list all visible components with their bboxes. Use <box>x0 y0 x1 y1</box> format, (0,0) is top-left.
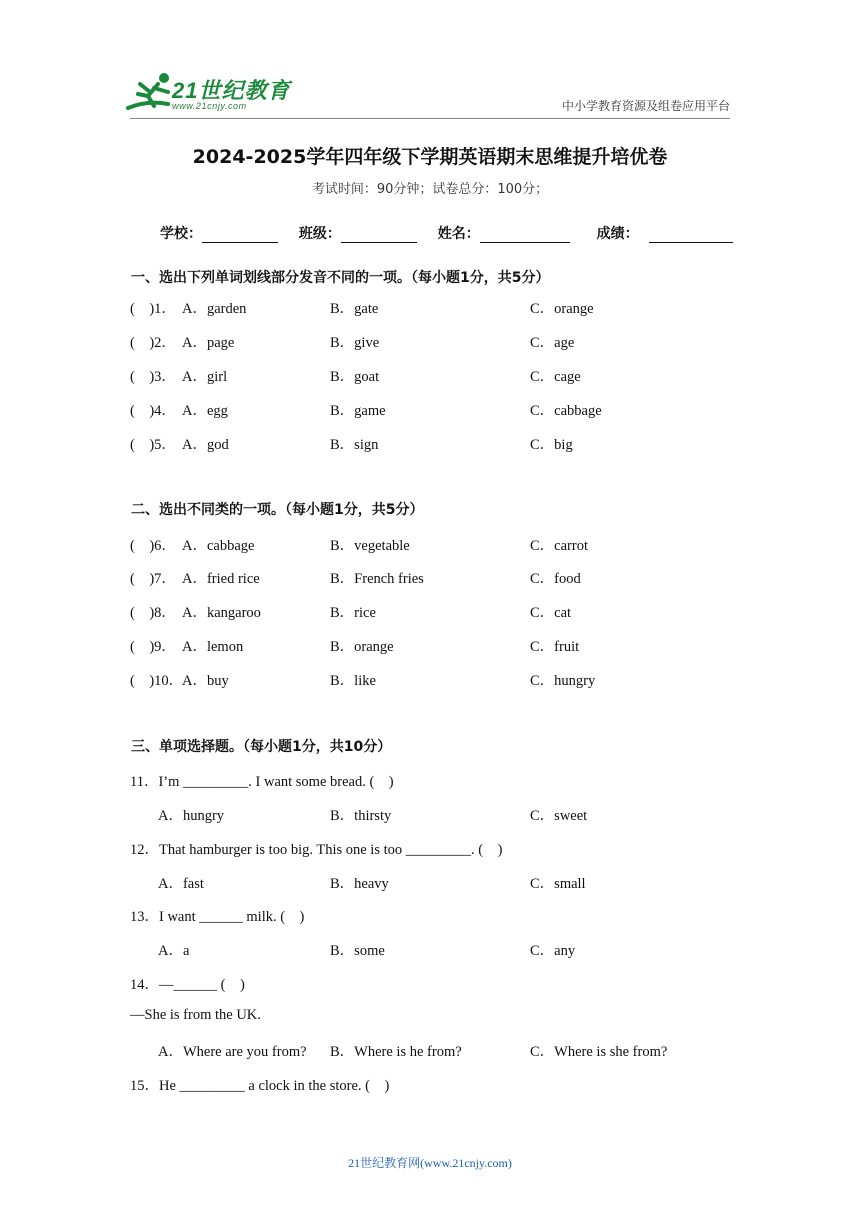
option-c: C．cabbage <box>530 403 602 419</box>
option-b: B．French fries <box>330 571 424 587</box>
class-blank[interactable] <box>341 242 417 243</box>
option-c: C．fruit <box>530 639 580 655</box>
question-number: ( )3． <box>130 369 176 385</box>
option-a: A．garden <box>182 301 247 317</box>
option-a: A．kangaroo <box>182 605 261 621</box>
exam-subtitle: 考试时间：90分钟；试卷总分：100分； <box>311 182 549 197</box>
school-label: 学校： <box>160 226 202 242</box>
option-b: B．sign <box>330 437 379 453</box>
option-a: A．egg <box>182 403 228 419</box>
question-number: ( )1． <box>130 301 176 317</box>
question-number: ( )2． <box>130 335 176 351</box>
option-b: B．heavy <box>330 876 389 892</box>
option-b: B．goat <box>330 369 380 385</box>
page-header <box>0 0 860 130</box>
option-a: A．fast <box>158 876 204 892</box>
page-footer[interactable]: 21世纪教育网(www.21cnjy.com) <box>348 1156 512 1170</box>
option-b: B．some <box>330 943 385 959</box>
option-c: C．Where is she from? <box>530 1044 668 1060</box>
option-a: A．cabbage <box>182 538 255 554</box>
section-3-title: 三、单项选择题。（每小题1分，共10分） <box>131 739 392 755</box>
section-2-title: 二、选出不同类的一项。（每小题1分，共5分） <box>131 502 424 518</box>
name-blank[interactable] <box>480 242 570 243</box>
option-a: A．girl <box>182 369 228 385</box>
option-c: C．sweet <box>530 808 588 824</box>
option-c: C．age <box>530 335 575 351</box>
option-c: C．any <box>530 943 576 959</box>
option-c: C．carrot <box>530 538 588 554</box>
option-c: C．hungry <box>530 673 596 689</box>
option-a: A．lemon <box>182 639 244 655</box>
option-b: B．thirsty <box>330 808 392 824</box>
section-1-title: 一、选出下列单词划线部分发音不同的一项。（每小题1分，共5分） <box>131 270 550 286</box>
logo-subtext: www.21cnjy.com <box>172 101 247 111</box>
class-label: 班级： <box>298 226 341 242</box>
option-c: C．cat <box>530 605 572 621</box>
option-b: B．orange <box>330 639 394 655</box>
option-c: C．big <box>530 437 573 453</box>
question-number: ( )6． <box>130 538 176 554</box>
option-b: B．rice <box>330 605 376 621</box>
question-14: 14．—______ ( ) <box>130 977 245 993</box>
question-number: ( )7． <box>130 571 176 587</box>
option-c: C．small <box>530 876 586 892</box>
question-14-answer-line: —She is from the UK. <box>130 1007 261 1023</box>
option-a: A．page <box>182 335 235 351</box>
header-divider <box>130 118 730 119</box>
option-c: C．cage <box>530 369 581 385</box>
option-b: B．game <box>330 403 386 419</box>
question-number: ( )10． <box>130 673 184 689</box>
option-a: A．a <box>158 943 190 959</box>
option-c: C．orange <box>530 301 594 317</box>
question-number: ( )5． <box>130 437 176 453</box>
option-a: A．god <box>182 437 229 453</box>
exam-title: 2024-2025学年四年级下学期英语期末思维提升培优卷 <box>192 146 668 168</box>
option-b: B．give <box>330 335 380 351</box>
option-b: B．gate <box>330 301 379 317</box>
question-12: 12．That hamburger is too big. This one is too _________. ( ) <box>130 842 503 858</box>
platform-label: 中小学教育资源及组卷应用平台 <box>561 99 730 113</box>
score-blank[interactable] <box>649 242 733 243</box>
question-13: 13．I want ______ milk. ( ) <box>130 909 305 925</box>
option-c: C．food <box>530 571 581 587</box>
question-15: 15．He _________ a clock in the store. ( ) <box>130 1078 390 1094</box>
option-a: A．buy <box>182 673 229 689</box>
option-b: B．vegetable <box>330 538 410 554</box>
question-number: ( )8． <box>130 605 176 621</box>
student-info <box>160 223 733 243</box>
option-b: B．Where is he from? <box>330 1044 462 1060</box>
name-label: 姓名： <box>437 226 480 242</box>
option-a: A．Where are you from? <box>158 1044 307 1060</box>
question-11: 11．I’m _________. I want some bread. ( ) <box>130 774 394 790</box>
score-label: 成绩： <box>596 226 639 242</box>
question-number: ( )9． <box>130 639 176 655</box>
logo-text: 21世纪教育 <box>172 78 291 103</box>
question-number: ( )4． <box>130 403 176 419</box>
school-blank[interactable] <box>202 242 278 243</box>
option-a: A．hungry <box>158 808 225 824</box>
option-b: B．like <box>330 673 376 689</box>
option-a: A．fried rice <box>182 571 260 587</box>
